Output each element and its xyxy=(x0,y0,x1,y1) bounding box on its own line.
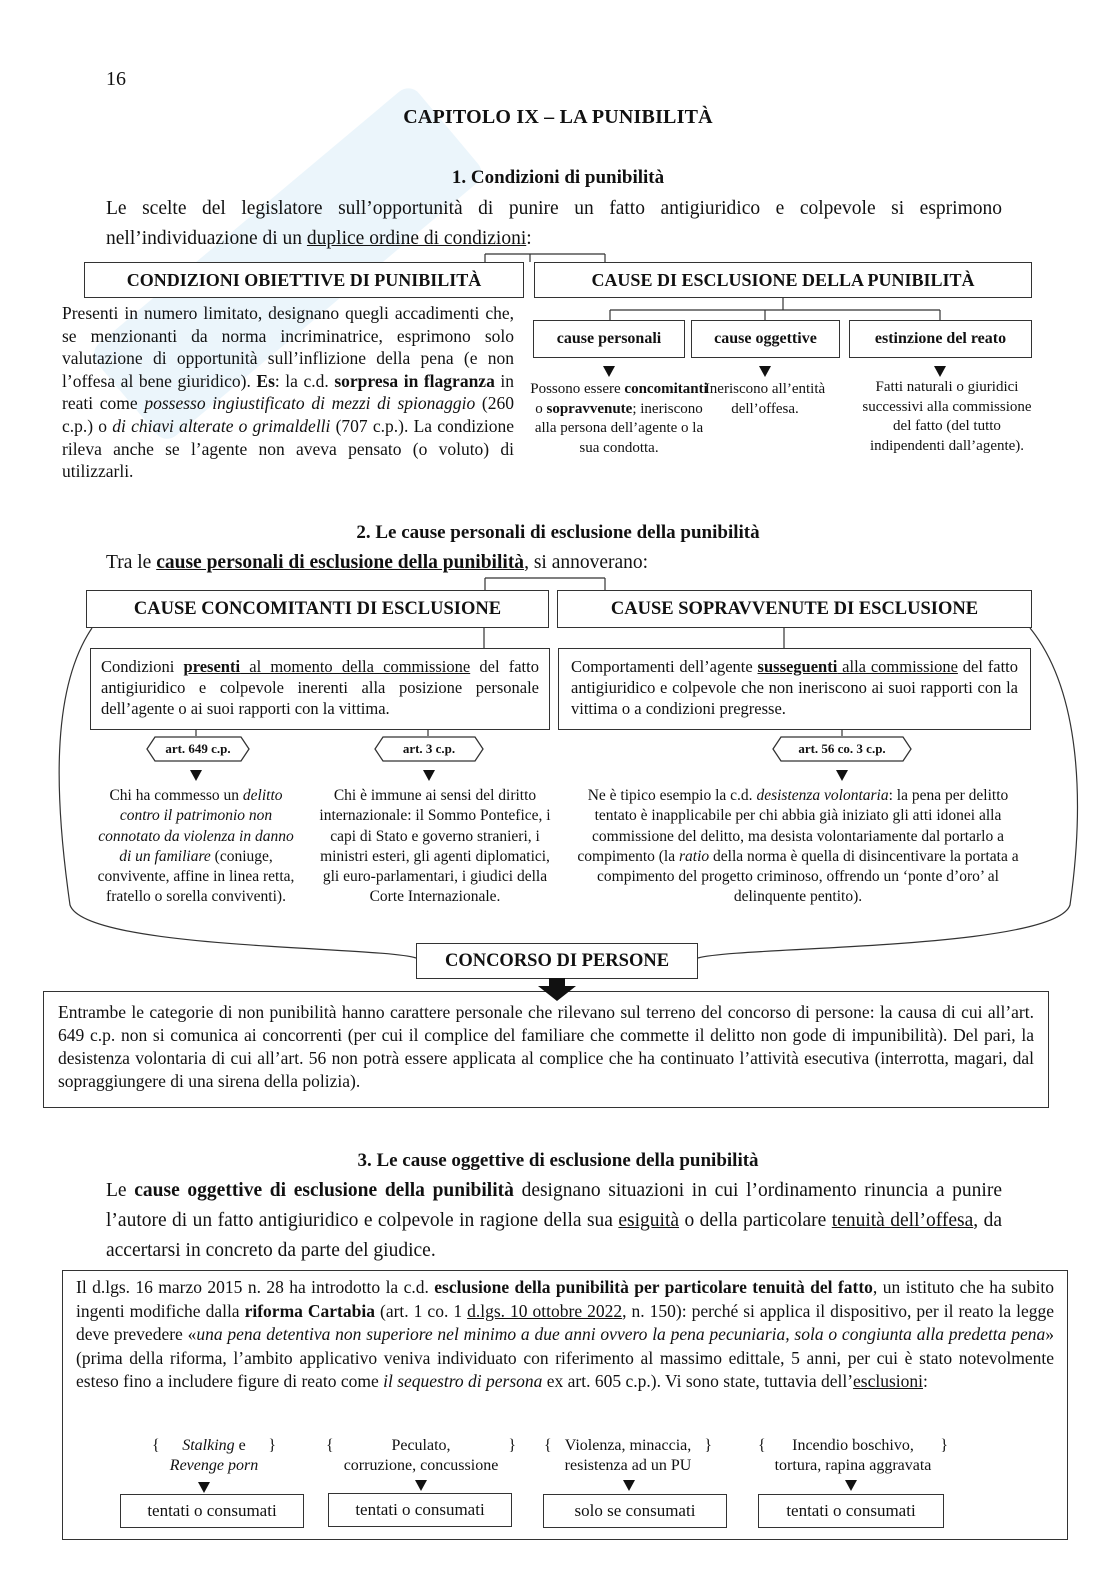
sub-extinction: estinzione del reato xyxy=(849,320,1032,358)
page-number: 16 xyxy=(106,68,126,90)
art-649-label: art. 649 c.p. xyxy=(146,736,250,762)
exclusion-result: tentati o consumati xyxy=(328,1493,512,1527)
section-2-title: 2. Le cause personali di esclusione della punibilità xyxy=(356,522,760,543)
concorso-text-box: Entrambe le categorie di non punibilità hanno carattere personale che rilevano sul terreno del concorso di persone: la causa di cui all’art. 649 c.p. non si comunica ai concorrenti (per cui il complice del familiare che commette il delitto non gode di impunibilità). Del pari, la desistenza volontaria di cui all’art. 56 non potrà essere applicata al complice che ha continuato l’attività esecutiva (interrotta, magari, dal sopraggiungere di una sirena della polizia). xyxy=(43,991,1049,1108)
arrow-down-icon xyxy=(190,770,202,781)
exclusion-result: tentati o consumati xyxy=(758,1494,944,1528)
exclusion-line-2: corruzione, concussione xyxy=(343,1457,499,1474)
section-3-title: 3. Le cause oggettive di esclusione della punibilità xyxy=(357,1150,759,1171)
exclusion-line-1: { } Incendio boschivo, xyxy=(758,1437,948,1454)
exclusion-result: tentati o consumati xyxy=(120,1494,304,1528)
exclusion-group xyxy=(152,1436,276,1480)
section-1-intro: Le scelte del legislatore sull’opportunità di punire un fatto antigiuridico e colpevole si esprimono nell’individuazione di un duplice ordine di condizioni: xyxy=(106,198,1002,249)
conditions-objective-text: Presenti in numero limitato, designano quegli accadimenti che, se menzionanti da norma incriminatrice, esprimono solo valutazione di opportunità sull’inflizione della pena (e non l’offesa al bene giuridico). Es: la c.d. sorpresa in flagranza in reati come possesso ingiustificato di mezzi di spionaggio (260 c.p.) o di chiavi alterate o grimaldelli (707 c.p.). La condizione rileva anche se l’agente non aveva pensato (o voluto) di utilizzarli. xyxy=(62,303,515,482)
exclusion-line-2: Revenge porn xyxy=(169,1457,259,1474)
arrow-down-icon xyxy=(836,770,848,781)
exclusion-line-1: { } Violenza, minaccia, xyxy=(544,1437,712,1454)
exclusion-line-2: tortura, rapina aggravata xyxy=(774,1457,932,1474)
exclusion-group xyxy=(544,1436,712,1480)
sub-objective-causes: cause oggettive xyxy=(691,320,840,358)
arrow-down-icon xyxy=(603,366,615,377)
concomitant-causes-desc: Condizioni presenti al momento della commissione del fatto antigiuridico e colpevole inerenti alla posizione personale dell’agente o ai suoi rapporti con la vittima. xyxy=(90,648,550,730)
art-3-desc: Chi è immune ai sensi del diritto internazionale: il Sommo Pontefice, i capi di Stato e governo stranieri, i ministri esteri, gli agenti diplomatici, gli euro-parlamentari, i giudici della Corte Internazionale. xyxy=(319,787,551,906)
extinction-desc: Fatti naturali o giuridici successivi alla commissione del fatto (del tutto indipendenti dall’agente). xyxy=(862,379,1032,454)
exclusion-line-1: { } Stalking e xyxy=(152,1437,276,1454)
sub-personal-causes: cause personali xyxy=(533,320,685,358)
arrow-down-icon xyxy=(934,366,946,377)
arrow-down-icon xyxy=(415,1480,427,1491)
art-649-desc: Chi ha commesso un delitto contro il patrimonio non connotato da violenza in danno di un familiare (coniuge, convivente, affine in linea retta, fratello o sorella conviventi). xyxy=(97,787,295,906)
concorso-header: CONCORSO DI PERSONE xyxy=(416,943,698,979)
art-3-label: art. 3 c.p. xyxy=(374,736,484,762)
tenuity-text: Il d.lgs. 16 marzo 2015 n. 28 ha introdotto la c.d. esclusione della punibilità per particolare tenuità del fatto, un istituto che ha subito ingenti modifiche dalla riforma Cartabia (art. 1 co. 1 d.lgs. 10 ottobre 2022, n. 150): perché si applica il dispositivo, per il reato la legge deve prevedere «una pena detentiva non superiore nel minimo a due anni ovvero la pena pecuniaria, sola o congiunta alla predetta pena» (prima della riforma, l’ambito applicativo veniva individuato con riferimento al massimo edittale, 5 anni, per cui è stato notevolmente esteso fino a includere figure di reato come il sequestro di persona ex art. 605 c.p.). Vi sono state, tuttavia dell’esclusioni: xyxy=(76,1277,1054,1391)
concomitant-causes-header: CAUSE CONCOMITANTI DI ESCLUSIONE xyxy=(86,590,549,628)
supervening-causes-desc: Comportamenti dell’agente susseguenti alla commissione del fatto antigiuridico e colpevole che non ineriscono ai suoi rapporti con la vittima o a condizioni pregresse. xyxy=(558,648,1031,730)
exclusion-line-2: resistenza ad un PU xyxy=(564,1457,692,1474)
conditions-objective-header: CONDIZIONI OBIETTIVE DI PUNIBILITÀ xyxy=(84,262,524,298)
chapter-title: CAPITOLO IX – LA PUNIBILITÀ xyxy=(403,106,713,128)
supervening-causes-header: CAUSE SOPRAVVENUTE DI ESCLUSIONE xyxy=(557,590,1032,628)
arrow-down-icon xyxy=(423,770,435,781)
arrow-down-icon xyxy=(538,978,576,1002)
exclusion-line-1: { } Peculato, xyxy=(326,1437,516,1454)
personal-causes-desc: Possono essere concomitanti o sopravvenute; ineriscono alla persona dell’agente o la sua condotta. xyxy=(530,381,708,456)
arrow-down-icon xyxy=(845,1480,857,1491)
exclusion-result: solo se consumati xyxy=(543,1494,727,1528)
objective-causes-desc: Ineriscono all’entità dell’offesa. xyxy=(704,381,826,417)
arrow-down-icon xyxy=(623,1480,635,1491)
art-56-label: art. 56 co. 3 c.p. xyxy=(772,736,912,762)
section-1-title: 1. Condizioni di punibilità xyxy=(451,167,665,188)
art-56-desc: Ne è tipico esempio la c.d. desistenza volontaria: la pena per delitto tentato è inapplicabile per chi abbia già iniziato gli atti idonei alla commissione del delitto, ma desista volontariamente dal portarlo a compimento (la ratio della norma è quella di disincentivare la portata a compimento del progetto criminoso, offrendo un ‘ponte d’oro’ al delinquente pentito). xyxy=(577,787,1019,906)
exclusion-group xyxy=(326,1436,516,1480)
arrow-down-icon xyxy=(759,366,771,377)
section-2-intro: Tra le cause personali di esclusione della punibilità, si annoverano: xyxy=(106,552,649,573)
section-3-intro: Le cause oggettive di esclusione della punibilità designano situazioni in cui l’ordinamento rinuncia a punire l’autore di un fatto antigiuridico e colpevole in ragione della sua esiguità o della particolare tenuità dell’offesa, da accertarsi in concreto da parte del giudice. xyxy=(106,1180,1002,1261)
exclusion-group xyxy=(758,1436,948,1480)
causes-exclusion-header: CAUSE DI ESCLUSIONE DELLA PUNIBILITÀ xyxy=(534,262,1032,298)
arrow-down-icon xyxy=(198,1482,210,1493)
